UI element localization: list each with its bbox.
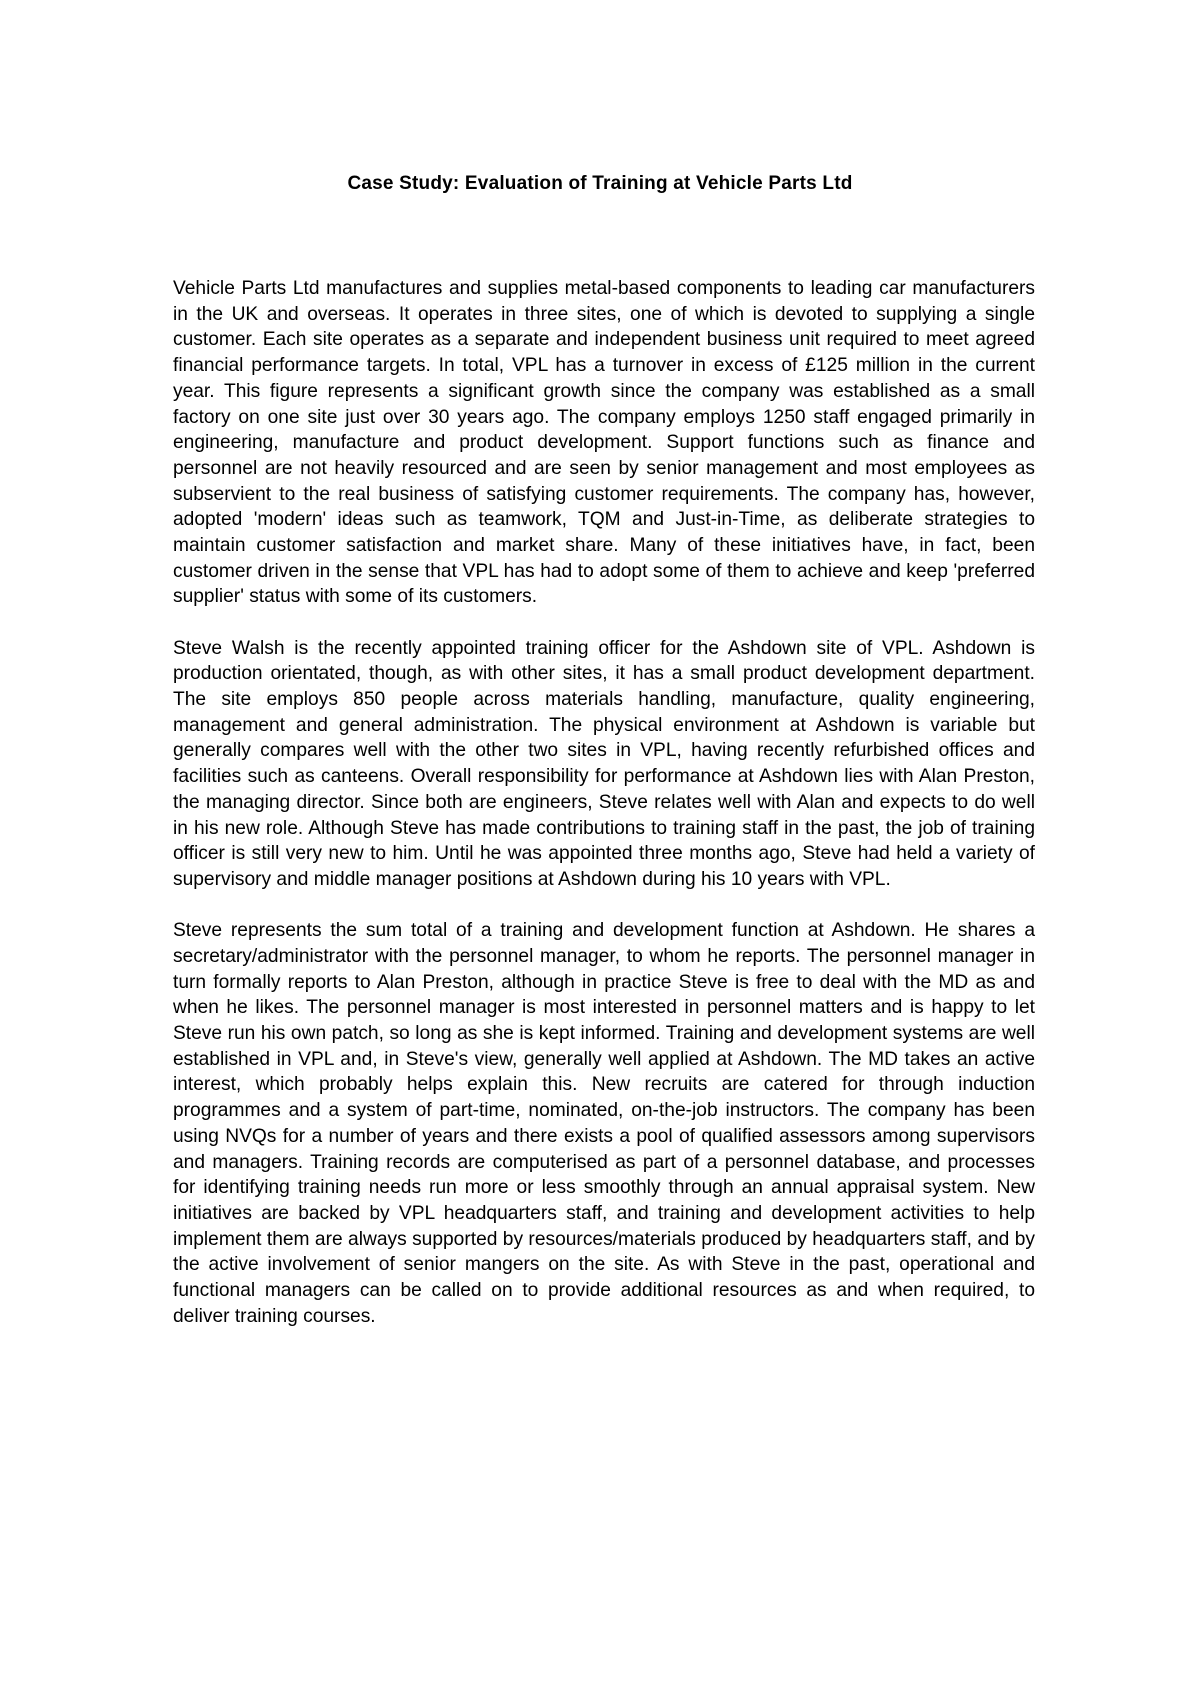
paragraph-company-overview: Vehicle Parts Ltd manufactures and supplies metal-based components to leading car manufacturers in the UK and overseas. It operates in three sites, one of which is devoted to supplying a single customer. Each site operates as a separate and independent business unit required to meet agreed financial performance targets. In total, VPL has a turnover in excess of £125 million in the current year. This figure represents a significant growth since the company was established as a small factory on one site just over 30 years ago. The company employs 1250 staff engaged primarily in engineering, manufacture and product development. Support functions such as finance and personnel are not heavily resourced and are seen by senior management and most employees as subservient to the real business of satisfying customer requirements. The company has, however, adopted 'modern' ideas such as teamwork, TQM and Just-in-Time, as deliberate strategies to maintain customer satisfaction and market share. Many of these initiatives have, in fact, been customer driven in the sense that VPL has had to adopt some of them to achieve and keep 'preferred supplier' status with some of its customers. [173,278,1035,608]
paragraph-steve-walsh: Steve Walsh is the recently appointed training officer for the Ashdown site of VPL. Ashdown is production orientated, though, as with other sites, it has a small product development department. The site employs 850 people across materials handling, manufacture, quality engineering, management and general administration. The physical environment at Ashdown is variable but generally compares well with the other two sites in VPL, having recently refurbished offices and facilities such as canteens. Overall responsibility for performance at Ashdown lies with Alan Preston, the managing director. Since both are engineers, Steve relates well with Alan and expects to do well in his new role. Although Steve has made contributions to training staff in the past, the job of training officer is still very new to him. Until he was appointed three months ago, Steve had held a variety of supervisory and middle manager positions at Ashdown during his 10 years with VPL. [173,637,1035,890]
paragraph-training-function: Steve represents the sum total of a training and development function at Ashdown. He shares a secretary/administrator with the personnel manager, to whom he reports. The personnel manager in turn formally reports to Alan Preston, although in practice Steve is free to deal with the MD as and when he likes. The personnel manager is most interested in personnel matters and is happy to let Steve run his own patch, so long as she is kept informed. Training and development systems are well established in VPL and, in Steve's view, generally well applied at Ashdown. The MD takes an active interest, which probably helps explain this. New recruits are catered for through induction programmes and a system of part-time, nominated, on-the-job instructors. The company has been using NVQs for a number of years and there exists a pool of qualified assessors among supervisors and managers. Training records are computerised as part of a personnel database, and processes for identifying training needs run more or less smoothly through an annual appraisal system. New initiatives are backed by VPL headquarters staff, and training and development activities to help implement them are always supported by resources/materials produced by headquarters staff, and by the active involvement of senior mangers on the site. As with Steve in the past, operational and functional managers can be called on to provide additional resources as and when required, to deliver training courses. [173,920,1035,1327]
document-title: Case Study: Evaluation of Training at Vehicle Parts Ltd [347,173,853,194]
document-body [173,276,1035,1355]
